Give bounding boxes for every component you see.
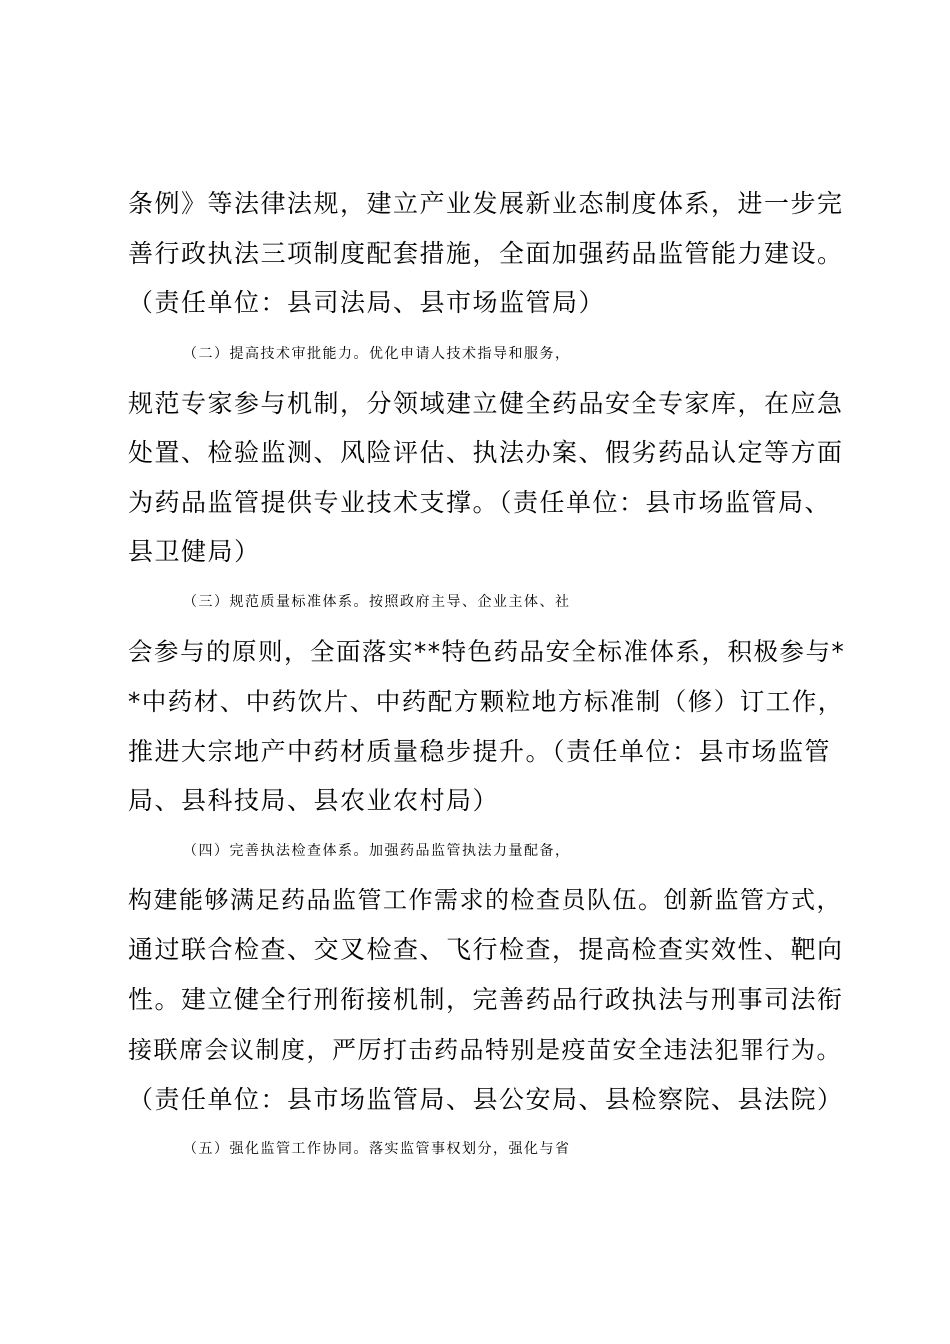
text-line-12: 推进大宗地产中药材质量稳步提升。（责任单位：县市场监管	[128, 737, 832, 766]
text-line-5: 规范专家参与机制，分领域建立健全药品安全专家库，在应急	[128, 389, 844, 418]
text-line-17: 性。建立健全行刑衔接机制，完善药品行政执法与刑事司法衔	[128, 985, 844, 1014]
text-line-2: 善行政执法三项制度配套措施，全面加强药品监管能力建设。	[128, 239, 844, 268]
text-line-13: 局、县科技局、县农业农村局）	[128, 786, 500, 815]
section-2-heading-line: （二）提高技术审批能力。优化申请人技术指导和服务，	[183, 346, 571, 362]
text-line-1: 条例》等法律法规，建立产业发展新业态制度体系，进一步完	[128, 189, 844, 218]
section-3-heading-line: （三）规范质量标准体系。按照政府主导、企业主体、社	[183, 594, 571, 610]
text-line-3: （责任单位：县司法局、县市场监管局）	[128, 288, 606, 317]
text-line-8: 县卫健局）	[128, 537, 261, 566]
text-line-16: 通过联合检查、交叉检查、飞行检查，提高检查实效性、靶向	[128, 935, 844, 964]
text-line-15: 构建能够满足药品监管工作需求的检查员队伍。创新监管方式，	[128, 886, 842, 914]
text-line-6: 处置、检验监测、风险评估、执法办案、假劣药品认定等方面	[128, 438, 844, 467]
text-line-7: 为药品监管提供专业技术支撑。（责任单位：县市场监管局、	[128, 488, 832, 517]
text-line-11: *中药材、中药饮片、中药配方颗粒地方标准制（修）订工作，	[128, 687, 844, 716]
text-line-19: （责任单位：县市场监管局、县公安局、县检察院、县法院）	[128, 1085, 844, 1114]
section-5-heading-line: （五）强化监管工作协同。落实监管事权划分，强化与省	[183, 1141, 571, 1157]
section-4-heading-line: （四）完善执法检查体系。加强药品监管执法力量配备，	[183, 843, 571, 859]
text-line-10: 会参与的原则，全面落实**特色药品安全标准体系，积极参与*	[128, 637, 846, 666]
text-line-18: 接联席会议制度，严厉打击药品特别是疫苗安全违法犯罪行为。	[128, 1036, 842, 1064]
